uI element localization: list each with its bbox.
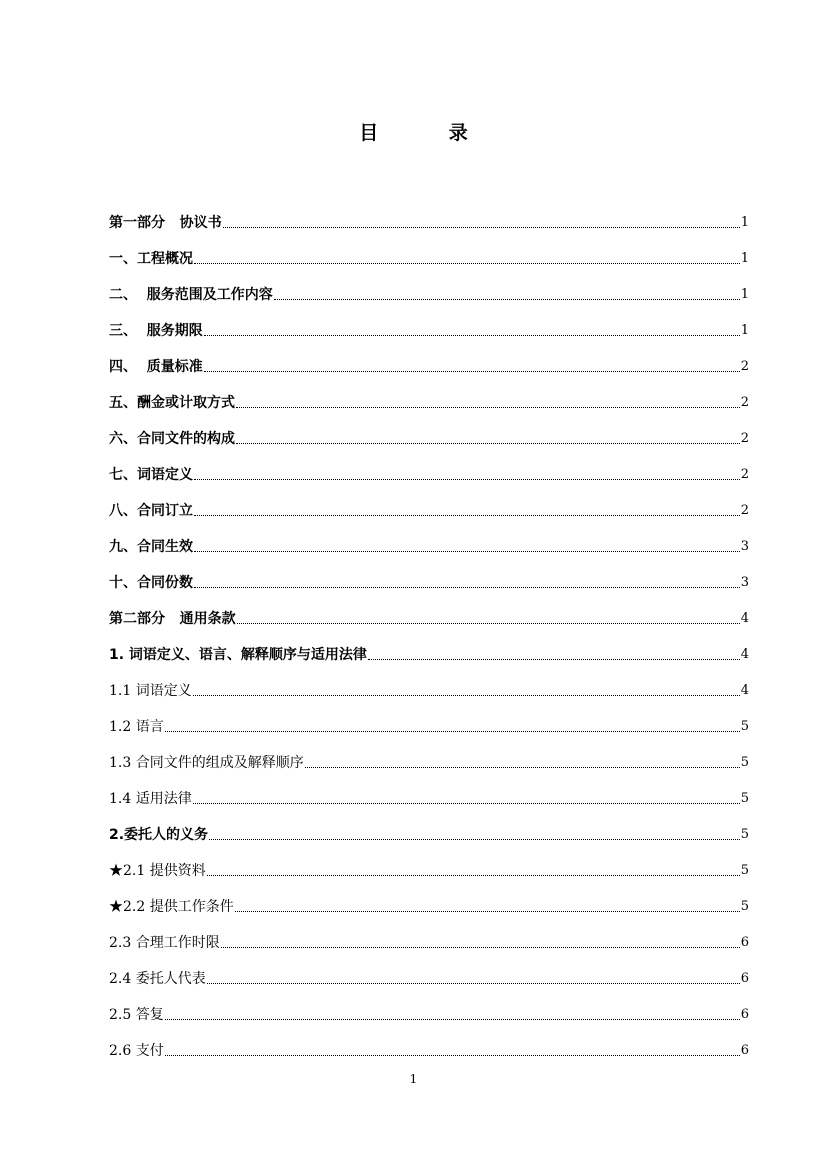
toc-entry-page: 5 (740, 863, 749, 878)
toc-entry-label: 2.4 委托人代表 (109, 971, 206, 987)
toc-leader-dots (223, 226, 740, 228)
toc-entry[interactable] (109, 521, 749, 557)
toc-entry-label: 1.4 适用法律 (109, 791, 192, 807)
toc-entry[interactable] (109, 269, 749, 305)
toc-leader-dots (305, 766, 740, 768)
toc-leader-dots (165, 1054, 740, 1056)
toc-leader-dots (236, 442, 740, 444)
toc-entry[interactable] (109, 593, 749, 629)
toc-leader-dots (165, 1018, 740, 1020)
toc-entry-page: 6 (740, 971, 749, 986)
table-of-contents (109, 197, 749, 1061)
toc-leader-dots (235, 910, 740, 912)
toc-leader-dots (237, 622, 740, 624)
toc-entry[interactable] (109, 917, 749, 953)
toc-entry-page: 5 (740, 755, 749, 770)
toc-entry-page: 3 (740, 575, 749, 590)
page-title: 目 录 (359, 122, 500, 144)
toc-entry-page: 5 (740, 719, 749, 734)
toc-leader-dots (207, 982, 740, 984)
toc-entry-page: 1 (740, 287, 749, 302)
toc-entry-page: 5 (740, 899, 749, 914)
toc-leader-dots (194, 586, 740, 588)
toc-entry-label: 2.委托人的义务 (109, 827, 209, 843)
toc-entry[interactable] (109, 701, 749, 737)
toc-entry-label: ★2.1 提供资料 (109, 863, 206, 879)
toc-entry[interactable] (109, 809, 749, 845)
toc-entry[interactable] (109, 881, 749, 917)
toc-entry-page: 2 (740, 359, 749, 374)
toc-leader-dots (204, 370, 740, 372)
toc-entry[interactable] (109, 1025, 749, 1061)
toc-entry[interactable] (109, 485, 749, 521)
toc-entry-page: 6 (740, 1043, 749, 1058)
toc-entry-label: 2.5 答复 (109, 1007, 164, 1023)
toc-entry[interactable] (109, 233, 749, 269)
toc-entry[interactable] (109, 773, 749, 809)
toc-leader-dots (204, 334, 740, 336)
toc-leader-dots (193, 694, 740, 696)
toc-entry-label: 六、合同文件的构成 (109, 431, 235, 447)
toc-entry-label: 1.3 合同文件的组成及解释顺序 (109, 755, 304, 771)
toc-entry-label: 一、工程概况 (109, 251, 193, 267)
toc-entry[interactable] (109, 305, 749, 341)
toc-entry[interactable] (109, 629, 749, 665)
toc-entry[interactable] (109, 557, 749, 593)
toc-entry-label: 1.2 语言 (109, 719, 164, 735)
toc-entry-page: 6 (740, 935, 749, 950)
toc-entry-page: 2 (740, 395, 749, 410)
toc-leader-dots (194, 262, 740, 264)
toc-entry[interactable] (109, 953, 749, 989)
toc-entry-page: 2 (740, 467, 749, 482)
toc-entry-label: 四、 质量标准 (109, 359, 203, 375)
toc-entry[interactable] (109, 665, 749, 701)
toc-entry[interactable] (109, 449, 749, 485)
toc-entry-label: 八、合同订立 (109, 503, 193, 519)
toc-entry-label: 九、合同生效 (109, 539, 193, 555)
toc-entry-label: 第二部分 通用条款 (109, 611, 236, 627)
toc-entry-page: 5 (740, 827, 749, 842)
toc-entry-label: 二、 服务范围及工作内容 (109, 287, 273, 303)
toc-entry-label: ★2.2 提供工作条件 (109, 899, 234, 915)
toc-entry[interactable] (109, 377, 749, 413)
toc-entry-label: 三、 服务期限 (109, 323, 203, 339)
toc-leader-dots (193, 802, 740, 804)
toc-entry-label: 十、合同份数 (109, 575, 193, 591)
toc-entry[interactable] (109, 413, 749, 449)
toc-entry[interactable] (109, 989, 749, 1025)
toc-leader-dots (274, 298, 740, 300)
toc-entry-label: 2.6 支付 (109, 1043, 164, 1059)
toc-entry[interactable] (109, 197, 749, 233)
toc-entry-page: 2 (740, 503, 749, 518)
toc-entry-label: 1. 词语定义、语言、解释顺序与适用法律 (109, 647, 367, 663)
toc-leader-dots (165, 730, 740, 732)
toc-entry-page: 4 (740, 647, 749, 662)
toc-entry-page: 5 (740, 791, 749, 806)
toc-entry[interactable] (109, 341, 749, 377)
toc-entry[interactable] (109, 845, 749, 881)
toc-leader-dots (368, 658, 740, 660)
toc-entry-page: 1 (740, 251, 749, 266)
toc-entry-page: 2 (740, 431, 749, 446)
toc-leader-dots (207, 874, 740, 876)
toc-entry-label: 七、词语定义 (109, 467, 193, 483)
toc-entry-page: 1 (740, 215, 749, 230)
toc-leader-dots (194, 478, 740, 480)
toc-entry-page: 4 (740, 611, 749, 626)
toc-entry[interactable] (109, 737, 749, 773)
toc-entry-page: 1 (740, 323, 749, 338)
toc-leader-dots (209, 838, 740, 840)
toc-leader-dots (236, 406, 740, 408)
toc-entry-label: 第一部分 协议书 (109, 215, 222, 231)
page-number: 1 (409, 1072, 418, 1086)
toc-entry-page: 6 (740, 1007, 749, 1022)
toc-leader-dots (221, 946, 740, 948)
toc-entry-label: 2.3 合理工作时限 (109, 935, 220, 951)
toc-entry-page: 3 (740, 539, 749, 554)
toc-leader-dots (194, 514, 740, 516)
toc-entry-label: 1.1 词语定义 (109, 683, 192, 699)
toc-leader-dots (194, 550, 740, 552)
toc-entry-label: 五、酬金或计取方式 (109, 395, 235, 411)
toc-entry-page: 4 (740, 683, 749, 698)
